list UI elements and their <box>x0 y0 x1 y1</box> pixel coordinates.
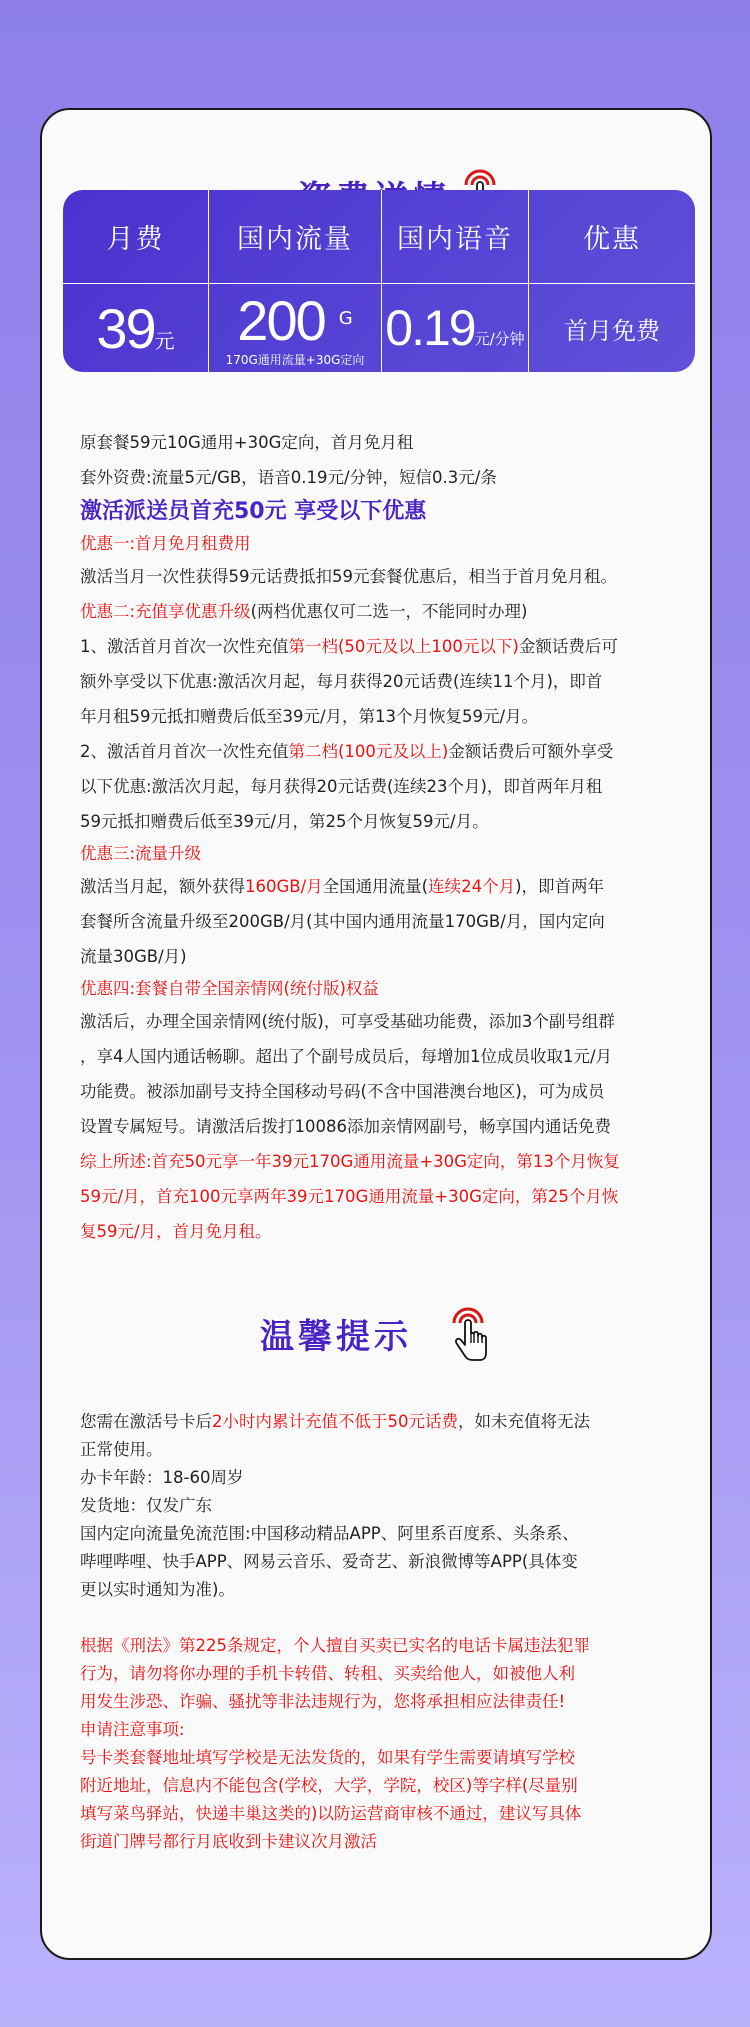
offer3-line1 <box>80 869 690 904</box>
legal-line: 用发生涉恐、诈骗、骚扰等非法违规行为，您将承担相应法律责任! <box>80 1692 566 1711</box>
offer1-text: 激活当月一次性获得59元话费抵扣59元套餐优惠后，相当于首月免月租。 <box>80 567 617 586</box>
shipping-origin: 发货地：仅发广东 <box>80 1496 212 1515</box>
offer4-title: 优惠四:套餐自带全国亲情网(统付版)权益 <box>80 979 379 998</box>
offer3-suffix: )，即首两年 <box>515 877 605 896</box>
offer4-line: 激活后，办理全国亲情网(统付版)，可享受基础功能费，添加3个副号组群 <box>80 1012 615 1031</box>
monthly-fee-value <box>63 284 209 372</box>
tier1-line2: 额外享受以下优惠:激活次月起，每月获得20元话费(连续11个月)，即首 <box>80 672 603 691</box>
rate-table <box>63 190 695 372</box>
data-value <box>209 284 382 372</box>
header-perk: 优惠 <box>529 190 695 284</box>
offer3-highlight-amount: 160GB/月 <box>245 877 323 896</box>
scope-line: 哔哩哔哩、快手APP、网易云音乐、爱奇艺、新浪微博等APP(具体变 <box>80 1552 578 1571</box>
offer2-title-suffix: (两档优惠仅可二选一，不能同时办理) <box>250 602 528 621</box>
offer1-title: 优惠一:首月免月租费用 <box>80 534 251 553</box>
scope-line: 更以实时通知为准)。 <box>80 1580 235 1599</box>
recharge-prefix: 您需在激活号卡后 <box>80 1412 212 1431</box>
recharge-line2: 正常使用。 <box>80 1440 163 1459</box>
tips-title-text: 温馨提示 <box>260 1316 412 1357</box>
data-number: 200 <box>237 288 325 352</box>
offer3-highlight-duration: 连续24个月 <box>428 877 516 896</box>
content-card <box>40 108 712 1960</box>
tier2-line3: 59元抵扣赠费后低至39元/月，第25个月恢复59元/月。 <box>80 812 489 831</box>
summary-line: 59元/月，首充100元享两年39元170G通用流量+30G定向，第25个月恢 <box>80 1187 619 1206</box>
voice-value <box>382 284 529 372</box>
summary-line: 综上所述:首充50元享一年39元170G通用流量+30G定向，第13个月恢复 <box>80 1152 620 1171</box>
overage-rates: 套外资费:流量5元/GB，语音0.19元/分钟，短信0.3元/条 <box>80 468 497 487</box>
tier2-line2: 以下优惠:激活次月起，每月获得20元话费(连续23个月)，即首两年月租 <box>80 777 603 796</box>
offer3-prefix: 激活当月起，额外获得 <box>80 877 245 896</box>
scope-line: 国内定向流量免流范围:中国移动精品APP、阿里系百度系、头条系、 <box>80 1524 579 1543</box>
original-plan: 原套餐59元10G通用+30G定向，首月免月租 <box>80 433 414 452</box>
offer4-line: ，享4人国内通话畅聊。超出了个副号成员后，每增加1位成员收取1元/月 <box>80 1047 613 1066</box>
header-domestic-data: 国内流量 <box>209 190 382 284</box>
tier2-suffix: 金额话费后可额外享受 <box>448 742 614 761</box>
tier1-line3: 年月租59元抵扣赠费后低至39元/月，第13个月恢复59元/月。 <box>80 707 539 726</box>
notice-heading: 申请注意事项: <box>80 1720 185 1739</box>
section-title-tips <box>260 1303 488 1363</box>
data-note: 170G通用流量+30G定向 <box>225 353 365 367</box>
legal-line: 行为，请勿将你办理的手机卡转借、转租、买卖给他人，如被他人利 <box>80 1664 575 1683</box>
monthly-fee-unit: 元 <box>154 328 175 353</box>
age-requirement: 办卡年龄：18-60周岁 <box>80 1468 244 1487</box>
legal-line: 根据《刑法》第225条规定，个人擅自买卖已实名的电话卡属违法犯罪 <box>80 1636 590 1655</box>
tier1-line1 <box>80 629 690 664</box>
tier1-prefix: 1、激活首月首次一次性充值 <box>80 637 289 656</box>
notice-line: 街道门牌号都行月底收到卡建议次月激活 <box>80 1832 377 1851</box>
notice-line: 号卡类套餐地址填写学校是无法发货的，如果有学生需要请填写学校 <box>80 1748 575 1767</box>
data-unit: G <box>338 307 353 329</box>
pointing-hand-icon <box>448 1303 488 1363</box>
tier2-prefix: 2、激活首月首次一次性充值 <box>80 742 289 761</box>
offer2-title-line <box>80 594 690 629</box>
recharge-highlight: 2小时内累计充值不低于50元话费 <box>212 1412 458 1431</box>
offer4-line: 功能费。被添加副号支持全国移动号码(不含中国港澳台地区)，可为成员 <box>80 1082 605 1101</box>
tier2-highlight: 第二档(100元及以上) <box>288 742 449 761</box>
voice-number: 0.19 <box>385 300 475 356</box>
notice-line: 填写菜鸟驿站，快递丰巢这类的)以防运营商审核不通过，建议写具体 <box>80 1804 582 1823</box>
promo-headline: 激活派送员首充50元 享受以下优惠 <box>80 499 427 524</box>
offer3-title: 优惠三:流量升级 <box>80 844 202 863</box>
recharge-line1 <box>80 1408 690 1436</box>
recharge-suffix: ，如未充值将无法 <box>458 1412 590 1431</box>
perk-value: 首月免费 <box>564 316 660 345</box>
offer2-title: 优惠二:充值享优惠升级 <box>80 602 251 621</box>
summary-line: 复59元/月，首月免月租。 <box>80 1222 272 1241</box>
offer3-mid: 全国通用流量( <box>322 877 429 896</box>
voice-unit: 元/分钟 <box>474 329 525 348</box>
tier1-highlight: 第一档(50元及以上100元以下) <box>288 637 519 656</box>
spacer <box>80 1604 690 1632</box>
header-domestic-voice: 国内语音 <box>382 190 529 284</box>
tips-section <box>80 1408 690 1856</box>
offer3-line2: 套餐所含流量升级至200GB/月(其中国内通用流量170GB/月，国内定向 <box>80 912 605 931</box>
offer3-line3: 流量30GB/月) <box>80 947 187 966</box>
header-monthly-fee: 月费 <box>63 190 209 284</box>
notice-line: 附近地址，信息内不能包含(学校，大学，学院，校区)等字样(尽量别 <box>80 1776 578 1795</box>
monthly-fee-number: 39 <box>96 296 155 360</box>
tier2-line1 <box>80 734 690 769</box>
offer4-line: 设置专属短号。请激活后拨打10086添加亲情网副号，畅享国内通话免费 <box>80 1117 611 1136</box>
details-section <box>80 425 690 1249</box>
tier1-suffix: 金额话费后可 <box>518 637 618 656</box>
